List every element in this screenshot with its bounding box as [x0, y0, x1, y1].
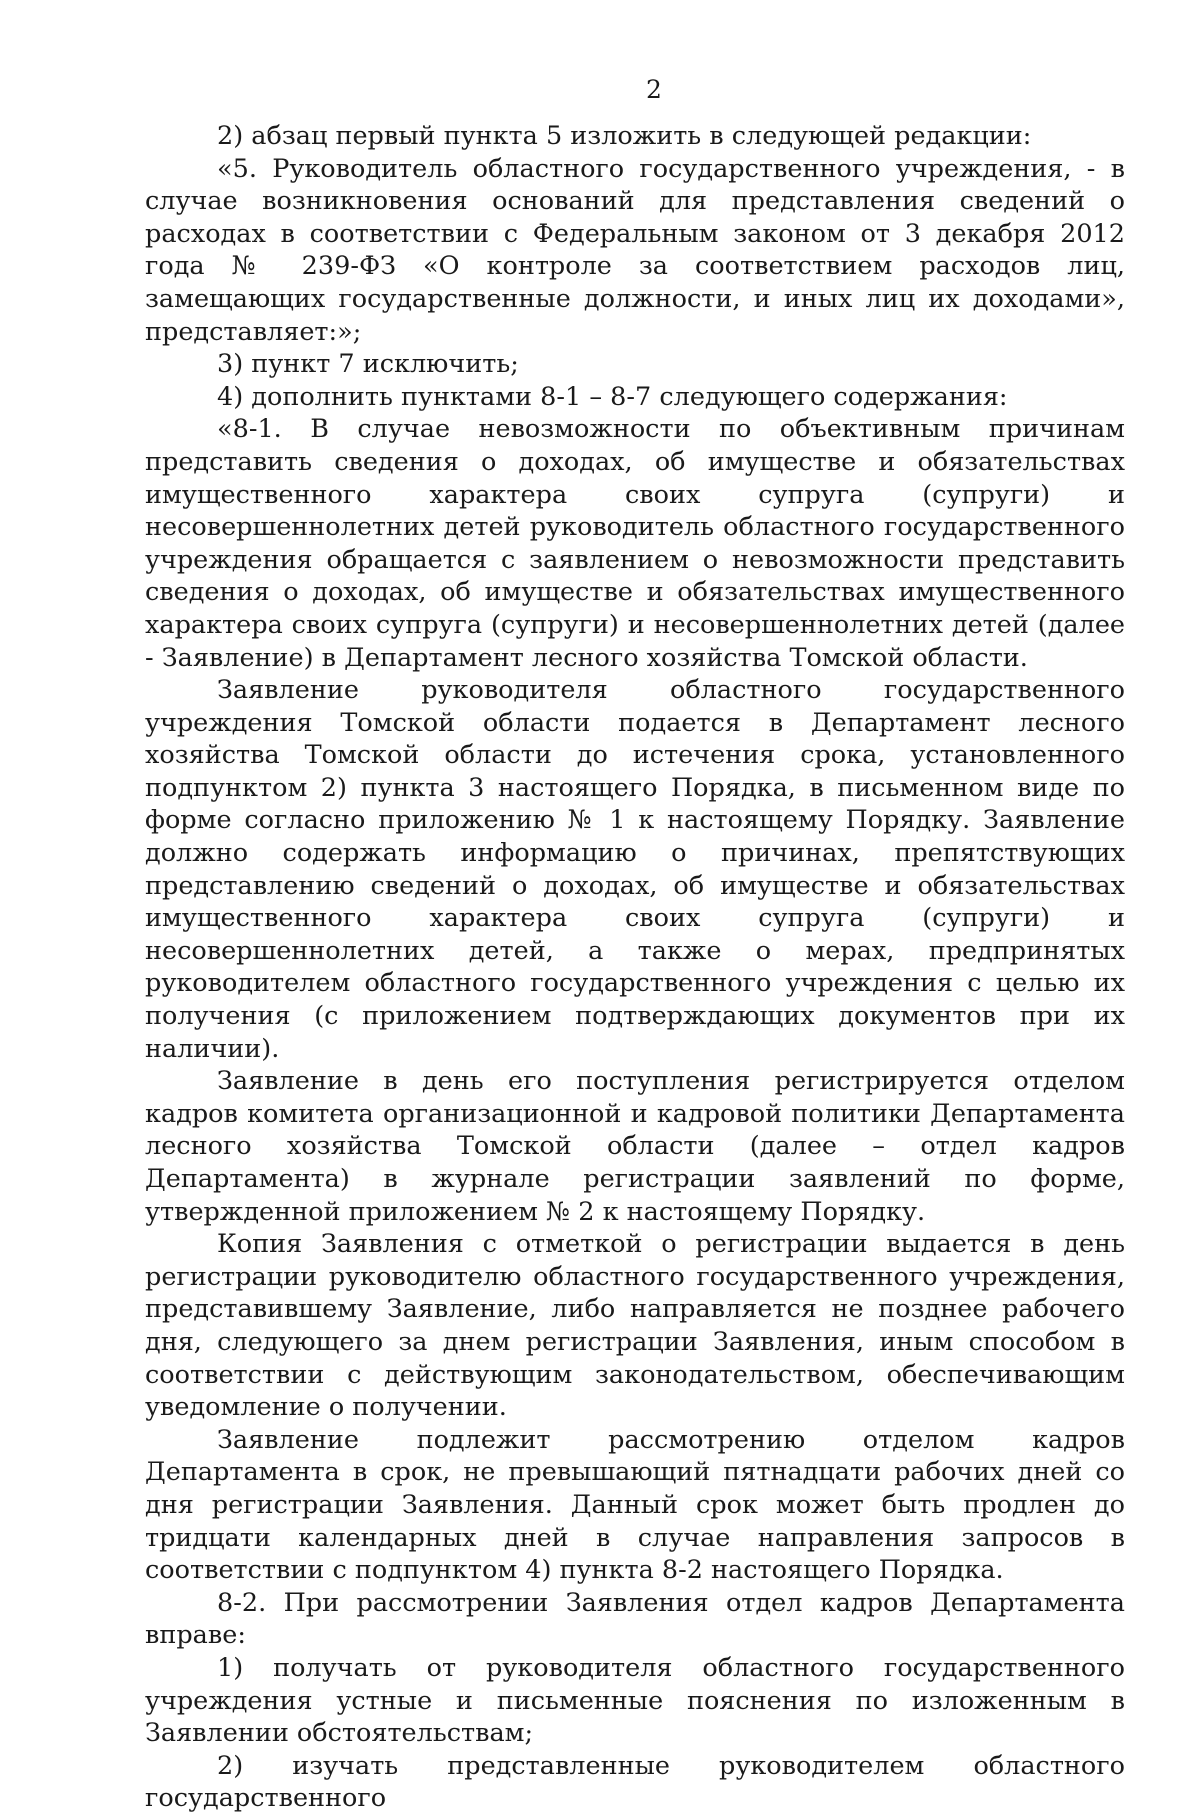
paragraph-point-8-1: «8-1. В случае невозможности по объективным причинам представить сведения о доходах, об имуществе и обязательствах имущественного характера своих супруга (супруги) и несовершеннолетних детей руководитель областного государственного учреждения обращается с заявлением о невозможности представить сведения о доходах, об имуществе и обязательствах имущественного характера своих супруга (супруги) и несовершеннолетних детей (далее - Заявление) в Департамент лесного хозяйства Томской области. — [145, 414, 1125, 673]
paragraph-point-8-2: 8-2. При рассмотрении Заявления отдел кадров Департамента вправе: — [145, 1587, 1125, 1651]
paragraph-item-2: 2) абзац первый пункта 5 изложить в следующей редакции: — [217, 121, 1032, 151]
paragraph-application-registration: Заявление в день его поступления регистрируется отделом кадров комитета организационной и кадровой политики Департамента лесного хозяйства Томской области (далее – отдел кадров Департамента) в журнале регистрации заявлений по форме, утвержденной приложением № 2 к настоящему Порядку. — [145, 1066, 1125, 1227]
paragraph-subitem-2: 2) изучать представленные руководителем областного государственного — [145, 1750, 1125, 1814]
paragraph-point-5: «5. Руководитель областного государственного учреждения, - в случае возникновения оснований для представления сведений о расходах в соответствии с Федеральным законом от 3 декабря 2012 года № 239-ФЗ «О контроле за соответствием расходов лиц, замещающих государственные должности, и иных лиц их доходами», представляет:»; — [145, 153, 1125, 347]
paragraph-application-copy: Копия Заявления с отметкой о регистрации выдается в день регистрации руководителю областного государственного учреждения, представившему Заявление, либо направляется не позднее рабочего дня, следующего за днем регистрации Заявления, иным способом в соответствии с действующим законодательством, обеспечивающим уведомление о получении. — [145, 1229, 1125, 1423]
paragraph-application-submission: Заявление руководителя областного государственного учреждения Томской области подается в Департамент лесного хозяйства Томской области до истечения срока, установленного подпунктом 2) пункта 3 настоящего Порядка, в письменном виде по форме согласно приложению № 1 к настоящему Порядку. Заявление должно содержать информацию о причинах, препятствующих представлению сведений о доходах, об имуществе и обязательствах имущественного характера своих супруга (супруги) и несовершеннолетних детей, а также о мерах, предпринятых руководителем областного государственного учреждения с целью их получения (с приложением подтверждающих документов при их наличии). — [145, 675, 1125, 1064]
document-page — [145, 60, 1125, 1815]
paragraph-application-review: Заявление подлежит рассмотрению отделом кадров Департамента в срок, не превышающий пятнадцати рабочих дней со дня регистрации Заявления. Данный срок может быть продлен до тридцати календарных дней в случае направления запросов в соответствии с подпунктом 4) пункта 8-2 настоящего Порядка. — [145, 1424, 1125, 1586]
paragraph-item-4: 4) дополнить пунктами 8-1 – 8-7 следующего содержания: — [217, 381, 1008, 412]
paragraph-subitem-1: 1) получать от руководителя областного государственного учреждения устные и письменные пояснения по изложенным в Заявлении обстоятельствам; — [145, 1652, 1125, 1749]
paragraph-item-3: 3) пункт 7 исключить; — [217, 349, 519, 380]
page-number: 2 — [646, 75, 662, 104]
